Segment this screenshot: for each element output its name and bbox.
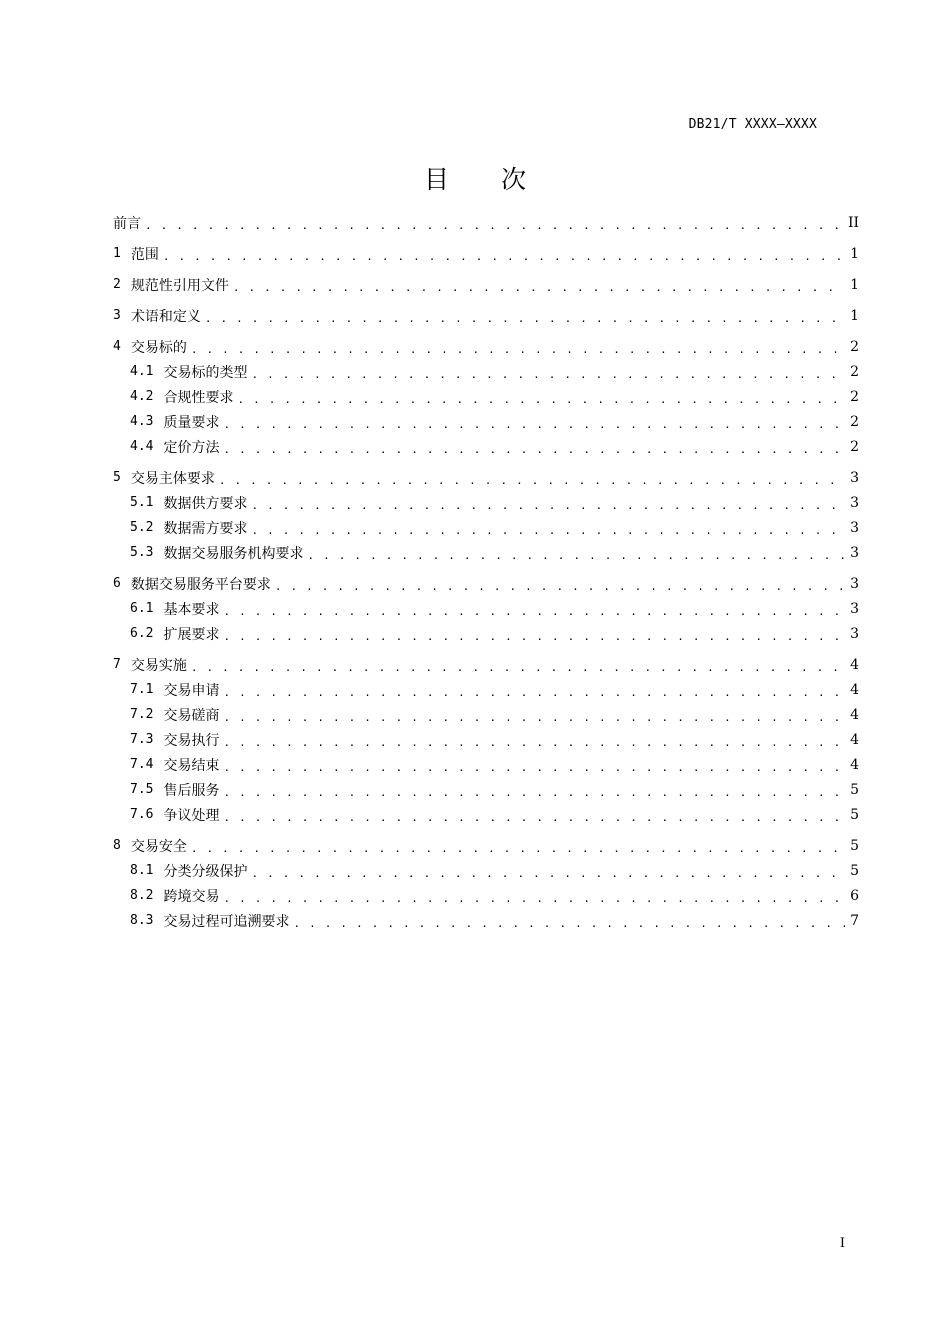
toc-entry-label: 争议处理 [163,807,220,824]
toc-entry-page: 1 [850,307,859,324]
toc-entry[interactable] [113,908,859,933]
toc-entry-label: 基本要求 [163,601,220,618]
toc-entry[interactable] [113,359,859,384]
toc-dot-leader [191,842,845,855]
toc-entry[interactable] [113,571,859,596]
toc-dot-leader [191,343,845,356]
toc-entry-label: 交易过程可追溯要求 [163,913,290,930]
toc-entry-label: 跨境交易 [163,888,220,905]
toc-entry-number: 8 [113,838,121,853]
toc-entry[interactable] [113,540,859,565]
toc-entry-number: 7 [113,657,121,672]
toc-entry-label: 交易安全 [130,838,187,855]
toc-entry-page: 3 [850,519,859,536]
toc-entry-number: 4 [113,339,121,354]
toc-entry-label: 前言 [113,215,141,232]
toc-entry-label: 交易结束 [163,757,220,774]
toc-entry-number: 4.2 [130,389,154,404]
toc-entry-page: 2 [850,338,859,355]
toc-entry[interactable] [113,334,859,359]
toc-entry-page: II [847,214,859,231]
toc-entry-number: 7.3 [130,732,154,747]
toc-entry-number: 1 [113,246,121,261]
toc-entry-label: 交易标的类型 [163,364,248,381]
toc-entry[interactable] [113,752,859,777]
toc-entry[interactable] [113,777,859,802]
toc-entry-number: 7.4 [130,757,154,772]
toc-dot-leader [251,524,845,537]
toc-entry-label: 分类分级保护 [163,863,248,880]
toc-entry[interactable] [113,384,859,409]
toc-entry-label: 售后服务 [163,782,220,799]
toc-entry[interactable] [113,434,859,459]
toc-entry-page: 2 [850,438,859,455]
toc-dot-leader [163,250,845,263]
toc-entry-label: 交易磋商 [163,707,220,724]
toc-entry-number: 4.1 [130,364,154,379]
toc-entry-number: 8.3 [130,913,154,928]
toc-entry-label: 交易标的 [130,339,187,356]
toc-entry-label: 合规性要求 [163,389,234,406]
toc-entry[interactable] [113,652,859,677]
page-number: I [839,1236,845,1251]
toc-dot-leader [223,686,845,699]
toc-dot-leader [219,474,845,487]
toc-entry-page: 3 [850,600,859,617]
toc-entry-label: 交易实施 [130,657,187,674]
toc-entry-label: 扩展要求 [163,626,220,643]
toc-entry-number: 5.1 [130,495,154,510]
toc-dot-leader [223,418,845,431]
toc-entry[interactable] [113,802,859,827]
toc-entry-number: 7.5 [130,782,154,797]
toc-dot-leader [223,786,845,799]
toc-dot-leader [223,711,845,724]
toc-entry[interactable] [113,621,859,646]
toc-entry-number: 2 [113,277,121,292]
toc-entry-number: 8.1 [130,863,154,878]
table-of-contents [113,210,859,933]
toc-entry-label: 交易执行 [163,732,220,749]
toc-entry-page: 1 [850,276,859,293]
toc-entry-label: 术语和定义 [130,308,201,325]
toc-entry-page: 5 [850,837,859,854]
toc-entry-number: 5.3 [130,545,154,560]
toc-entry[interactable] [113,702,859,727]
toc-entry[interactable] [113,490,859,515]
toc-dot-leader [223,892,845,905]
toc-entry-page: 4 [850,706,859,723]
toc-entry-page: 2 [850,413,859,430]
toc-title: 目 次 [424,165,548,194]
toc-entry-label: 数据供方要求 [163,495,248,512]
toc-entry-label: 数据交易服务平台要求 [130,576,271,593]
toc-entry-page: 4 [850,656,859,673]
toc-dot-leader [145,219,844,232]
toc-dot-leader [223,811,845,824]
toc-entry-number: 5 [113,470,121,485]
toc-entry-number: 4.3 [130,414,154,429]
toc-entry-page: 5 [850,781,859,798]
toc-entry[interactable] [113,596,859,621]
toc-entry[interactable] [113,727,859,752]
toc-entry[interactable] [113,677,859,702]
toc-entry-number: 3 [113,308,121,323]
toc-dot-leader [223,630,845,643]
toc-entry-number: 7.6 [130,807,154,822]
toc-entry[interactable] [113,303,859,328]
toc-dot-leader [307,549,845,562]
toc-entry-page: 3 [850,575,859,592]
toc-entry-page: 2 [850,388,859,405]
toc-entry[interactable] [113,409,859,434]
toc-dot-leader [223,761,845,774]
toc-dot-leader [223,605,845,618]
toc-entry-page: 4 [850,681,859,698]
toc-entry-label: 范围 [130,246,159,263]
toc-dot-leader [237,393,845,406]
document-code: DB21/T XXXX—XXXX [688,117,817,132]
toc-entry-page: 3 [850,544,859,561]
toc-entry-page: 5 [850,862,859,879]
toc-entry-page: 7 [850,912,859,929]
toc-entry[interactable] [113,833,859,858]
toc-entry-number: 6 [113,576,121,591]
toc-dot-leader [223,736,845,749]
toc-entry-page: 4 [850,756,859,773]
toc-entry-number: 5.2 [130,520,154,535]
toc-entry-label: 数据交易服务机构要求 [163,545,304,562]
toc-entry-page: 2 [850,363,859,380]
toc-entry-label: 定价方法 [163,439,220,456]
toc-entry-page: 3 [850,494,859,511]
toc-dot-leader [251,368,845,381]
toc-dot-leader [293,917,845,930]
toc-entry-label: 交易主体要求 [130,470,215,487]
toc-dot-leader [223,443,845,456]
toc-dot-leader [251,867,845,880]
toc-entry[interactable] [113,272,859,297]
toc-dot-leader [191,661,845,674]
toc-entry[interactable] [113,210,859,235]
toc-entry-page: 1 [850,245,859,262]
toc-entry-page: 3 [850,469,859,486]
toc-entry-number: 7.2 [130,707,154,722]
toc-entry-label: 数据需方要求 [163,520,248,537]
toc-entry-page: 3 [850,625,859,642]
toc-entry[interactable] [113,465,859,490]
toc-entry-number: 4.4 [130,439,154,454]
toc-dot-leader [205,312,845,325]
toc-dot-leader [233,281,845,294]
toc-entry-number: 6.1 [130,601,154,616]
toc-entry[interactable] [113,515,859,540]
toc-entry-page: 4 [850,731,859,748]
toc-entry-page: 6 [850,887,859,904]
toc-entry-label: 规范性引用文件 [130,277,229,294]
toc-entry[interactable] [113,858,859,883]
toc-entry-number: 8.2 [130,888,154,903]
toc-entry-number: 6.2 [130,626,154,641]
toc-dot-leader [251,499,845,512]
toc-entry-label: 交易申请 [163,682,220,699]
toc-dot-leader [275,580,845,593]
toc-entry-page: 5 [850,806,859,823]
toc-entry[interactable] [113,883,859,908]
toc-entry-number: 7.1 [130,682,154,697]
toc-entry-label: 质量要求 [163,414,220,431]
toc-entry[interactable] [113,241,859,266]
